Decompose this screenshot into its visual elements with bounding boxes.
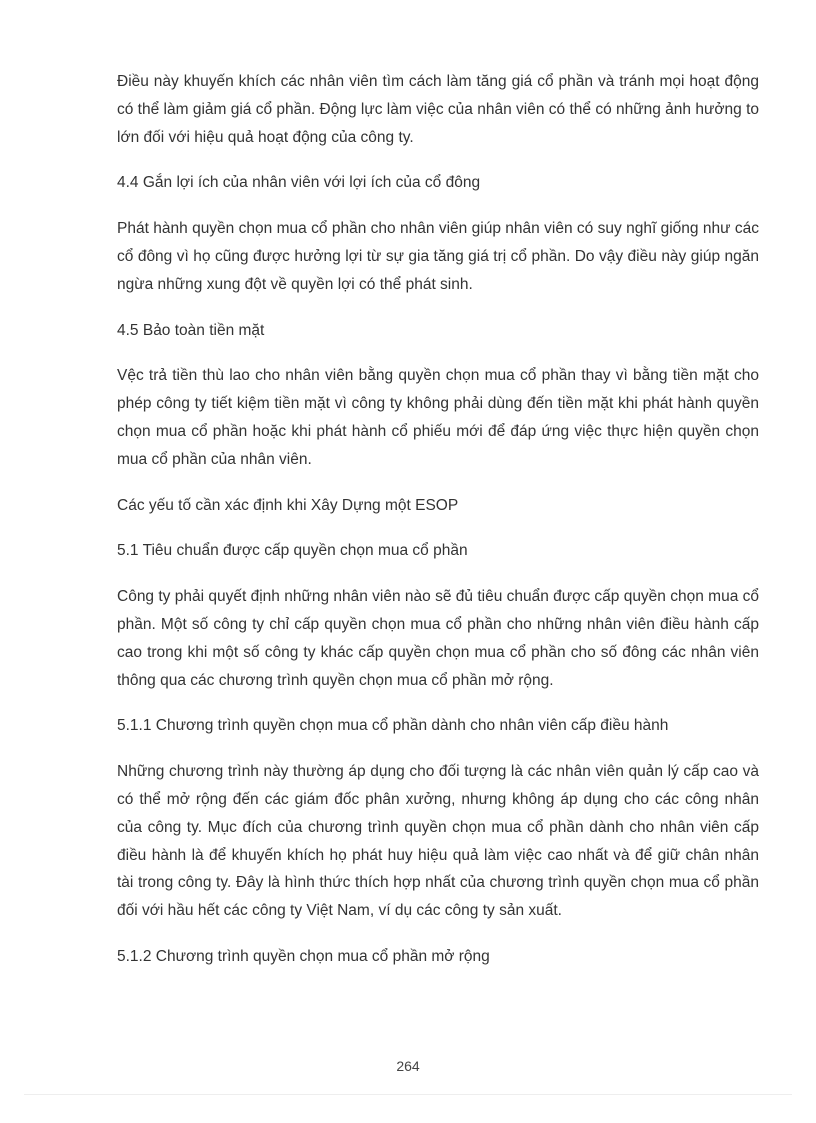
section-heading-esop-factors: Các yếu tố cần xác định khi Xây Dựng một ESOP [117,496,459,514]
paragraph-5-1-1: Những chương trình này thường áp dụng cho đối tượng là các nhân viên quản lý cấp cao và có thể mở rộng đến các giám đốc phân xưởng, nhưng không áp dụng cho các công nhân của công ty. Mục đích của chương trình quyền chọn mua cổ phần dành cho nhân viên cấp điều hành là để khuyến khích họ phát huy hiệu quả làm việc cao nhất và để giữ chân nhân tài trong công ty. Đây là hình thức thích hợp nhất của chương trình quyền chọn mua cổ phần đối với hầu hết các công ty Việt Nam, ví dụ các công ty sản xuất. [117,763,759,920]
paragraph-5-1: Công ty phải quyết định những nhân viên nào sẽ đủ tiêu chuẩn được cấp quyền chọn mua cổ phần. Một số công ty chỉ cấp quyền chọn mua cổ phần cho những nhân viên điều hành cấp cao trong khi một số công ty khác cấp quyền chọn mua cổ phần cho số đông các nhân viên thông qua các chương trình quyền chọn mua cổ phần mở rộng. [117,588,759,689]
section-heading-4-5: 4.5 Bảo toàn tiền mặt [117,321,265,339]
paragraph-4-5: Vệc trả tiền thù lao cho nhân viên bằng quyền chọn mua cổ phần thay vì bằng tiền mặt cho phép công ty tiết kiệm tiền mặt vì công ty không phải dùng đến tiền mặt khi phát hành quyền chọn mua cổ phần hoặc khi phát hành cổ phiếu mới để đáp ứng việc thực hiện quyền chọn mua cổ phần của nhân viên. [117,367,759,468]
document-body [117,68,759,989]
page-number: 264 [396,1058,420,1074]
section-heading-5-1-2: 5.1.2 Chương trình quyền chọn mua cổ phần mở rộng [117,947,490,965]
page-bottom-divider [24,1094,792,1095]
section-heading-5-1: 5.1 Tiêu chuẩn được cấp quyền chọn mua cổ phần [117,542,468,560]
intro-paragraph: Điều này khuyến khích các nhân viên tìm cách làm tăng giá cổ phần và tránh mọi hoạt động có thể làm giảm giá cổ phần. Động lực làm việc của nhân viên có thể có những ảnh hưởng to lớn đối với hiệu quả hoạt động của công ty. [117,73,759,146]
paragraph-4-4: Phát hành quyền chọn mua cổ phần cho nhân viên giúp nhân viên có suy nghĩ giống như các cổ đông vì họ cũng được hưởng lợi từ sự gia tăng giá trị cổ phần. Do vậy điều này giúp ngăn ngừa những xung đột về quyền lợi có thể phát sinh. [117,220,759,293]
section-heading-5-1-1: 5.1.1 Chương trình quyền chọn mua cổ phần dành cho nhân viên cấp điều hành [117,717,669,735]
section-heading-4-4: 4.4 Gắn lợi ích của nhân viên với lợi ích của cổ đông [117,174,481,192]
